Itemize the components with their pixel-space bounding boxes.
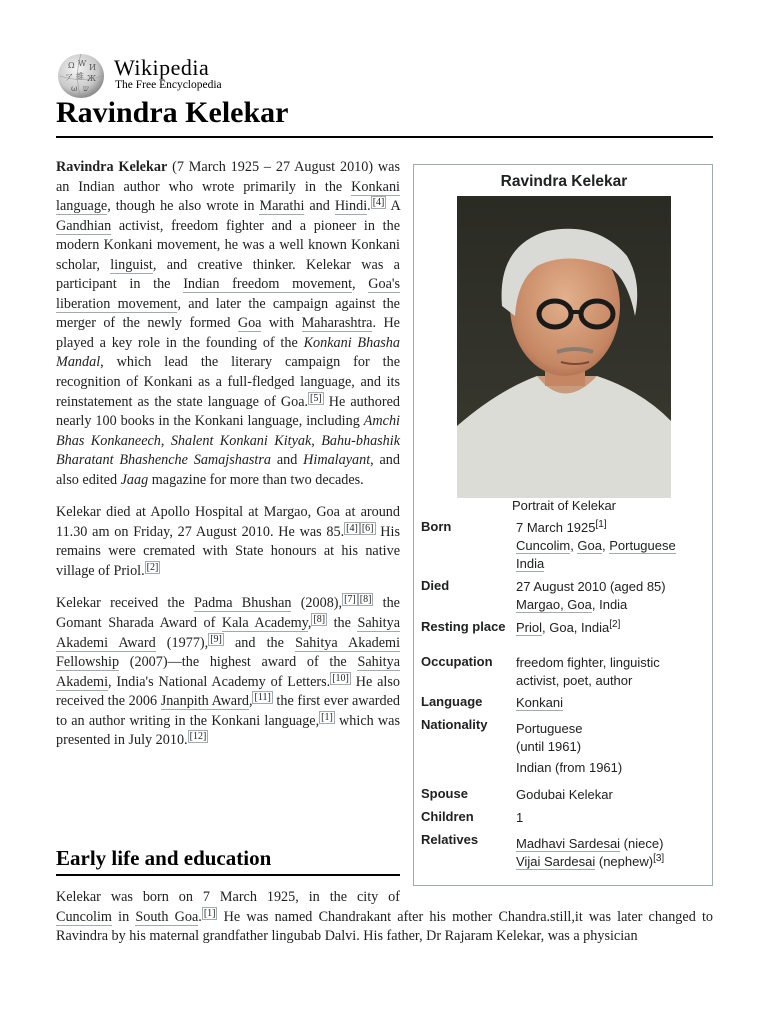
subject-name: Ravindra Kelekar bbox=[56, 159, 168, 175]
infobox-value: freedom fighter, linguistic activist, poet, author bbox=[516, 655, 660, 688]
citation-ref[interactable]: [1] bbox=[321, 711, 333, 723]
lead-paragraph-1 bbox=[56, 158, 400, 490]
text: . bbox=[198, 908, 202, 925]
link-cuncolim[interactable]: Cuncolim bbox=[516, 538, 571, 553]
text: 27 August 2010 (aged 85) bbox=[516, 579, 666, 594]
link-madhavi-sardesai[interactable]: Madhavi Sardesai bbox=[516, 836, 621, 851]
text: (nephew) bbox=[595, 854, 654, 869]
svg-text:ア: ア bbox=[65, 73, 73, 82]
citation-ref[interactable]: [5] bbox=[310, 392, 322, 404]
link-sahitya-akademi-fellowship[interactable]: Sahitya Akademi Fellowship bbox=[56, 634, 401, 671]
italic-text: Konkani Bhasha Mandal bbox=[56, 334, 400, 371]
svg-text:W: W bbox=[78, 59, 87, 68]
infobox-label: Language bbox=[421, 694, 483, 709]
text: . bbox=[367, 198, 371, 215]
svg-text:ש: ש bbox=[83, 84, 89, 93]
link-padma-bhushan[interactable]: Padma Bhushan bbox=[193, 595, 292, 612]
text: (until 1961) bbox=[516, 739, 582, 754]
text: Kelekar received the bbox=[56, 595, 194, 612]
text: He also received the 2006 bbox=[56, 673, 400, 710]
infobox-value bbox=[516, 619, 706, 637]
text: (1977), bbox=[155, 634, 209, 651]
text: Kelekar died at Apollo Hospital at Margao, Goa at around 11.30 am on Friday, 27 August 2010. He was 85. bbox=[56, 504, 400, 540]
infobox-label: Born bbox=[421, 519, 452, 534]
infobox-label: Spouse bbox=[421, 786, 468, 801]
link-hindi[interactable]: Hindi bbox=[334, 198, 368, 215]
text: , Goa, India bbox=[542, 620, 610, 635]
link-south-goa[interactable]: South Goa bbox=[135, 908, 199, 925]
link-cuncolim[interactable]: Cuncolim bbox=[56, 908, 112, 925]
text: , though he also wrote in bbox=[107, 198, 260, 215]
infobox-value: 1 bbox=[516, 810, 524, 825]
citation-ref[interactable]: [12] bbox=[189, 731, 207, 743]
text: which was presented in July 2010. bbox=[56, 712, 400, 749]
citation-ref[interactable]: [1] bbox=[595, 519, 607, 530]
citation-ref[interactable]: [3] bbox=[653, 853, 665, 864]
text: , India's National Academy of Letters. bbox=[108, 673, 331, 690]
infobox-value bbox=[516, 694, 706, 712]
text: , bbox=[311, 432, 322, 449]
text: (2007)—the highest award of the bbox=[119, 654, 358, 671]
text: , and creative thinker. Kelekar was a participant in the bbox=[56, 256, 400, 293]
text: His remains were cremated with State honours at his native village of Priol. bbox=[56, 523, 400, 579]
text: the Gomant Sharada Award of bbox=[56, 595, 400, 632]
text: He authored nearly 100 books in the Konkani language, including bbox=[56, 393, 400, 430]
infobox-label: Nationality bbox=[421, 717, 488, 732]
infobox-label: Occupation bbox=[421, 654, 493, 669]
text: and bbox=[271, 452, 304, 469]
link-goa-liberation-movement[interactable]: Goa's liberation movement bbox=[56, 276, 400, 312]
text: (7 March 1925 – 27 August 2010) was an Indian author who wrote primarily in the bbox=[56, 159, 400, 195]
text: activist, freedom fighter and a pioneer in the modern Konkani movement, he was a well known Konkani scholar, bbox=[56, 217, 400, 273]
link-goa[interactable]: Goa bbox=[577, 538, 602, 553]
svg-text:Ω: Ω bbox=[68, 61, 75, 70]
text: , bbox=[160, 432, 171, 449]
link-maharashtra[interactable]: Maharashtra bbox=[301, 315, 373, 332]
infobox-value bbox=[516, 720, 706, 777]
section-divider bbox=[56, 874, 400, 876]
infobox-label: Resting place bbox=[421, 619, 506, 634]
text: and bbox=[304, 198, 335, 215]
text: , India bbox=[591, 597, 628, 612]
infobox-label: Children bbox=[421, 809, 474, 824]
portrait-image[interactable] bbox=[457, 196, 671, 498]
text: and the bbox=[223, 634, 296, 651]
italic-text: Shalent Konkani Kityak bbox=[170, 432, 312, 449]
text: the first ever awarded to an author writing in the Konkani language, bbox=[56, 693, 400, 729]
text: . He played a key role in the founding of the bbox=[56, 315, 400, 351]
text: , bbox=[602, 538, 610, 553]
infobox-title: Ravindra Kelekar bbox=[500, 173, 628, 190]
portrait-caption: Portrait of Kelekar bbox=[511, 498, 617, 513]
citation-ref[interactable]: [4] bbox=[372, 197, 385, 209]
text: , and also edited bbox=[56, 452, 400, 488]
infobox-value bbox=[516, 578, 706, 614]
lead-paragraph-2 bbox=[56, 503, 400, 581]
wikipedia-globe-logo[interactable] bbox=[56, 53, 106, 99]
citation-ref[interactable]: [1] bbox=[203, 907, 216, 919]
link-sahitya-akademi-award[interactable]: Sahitya Akademi Award bbox=[56, 615, 400, 651]
citation-ref[interactable]: [8] bbox=[313, 614, 326, 626]
link-konkani-language[interactable]: Konkani language bbox=[56, 178, 400, 215]
text: Indian (from 1961) bbox=[516, 760, 623, 775]
link-kala-academy[interactable]: Kala Academy bbox=[221, 615, 308, 632]
link-konkani[interactable]: Konkani bbox=[516, 695, 563, 710]
link-gandhian[interactable]: Gandhian bbox=[56, 217, 112, 234]
text: , bbox=[352, 276, 369, 293]
link-jnanpith-award[interactable]: Jnanpith Award bbox=[160, 693, 249, 710]
citation-ref[interactable]: [7] bbox=[344, 594, 356, 606]
text: magazine for more than two decades. bbox=[148, 471, 364, 488]
svg-text:И: И bbox=[89, 63, 96, 72]
infobox-value: Godubai Kelekar bbox=[516, 787, 613, 802]
link-priol[interactable]: Priol bbox=[516, 620, 543, 635]
text: the bbox=[327, 615, 358, 632]
text: Kelekar was born on 7 March 1925, in the city of bbox=[56, 889, 400, 905]
infobox bbox=[413, 164, 713, 886]
link-goa[interactable]: Goa bbox=[237, 315, 262, 332]
infobox-value bbox=[516, 835, 706, 871]
link-linguist[interactable]: linguist bbox=[110, 256, 153, 273]
italic-text: Himalayant bbox=[303, 452, 371, 469]
article-lead bbox=[56, 158, 400, 764]
italic-text: Bahu-bhashik Bharatant Bhashenche Samajshastra bbox=[56, 432, 401, 469]
italic-text: Amchi Bhas Konkaneech bbox=[56, 413, 400, 449]
citation-ref[interactable]: [2] bbox=[146, 561, 159, 573]
link-marathi[interactable]: Marathi bbox=[259, 198, 305, 215]
svg-text:ω: ω bbox=[71, 84, 78, 93]
svg-text:維: 維 bbox=[76, 72, 84, 81]
link-indian-freedom-movement[interactable]: Indian freedom movement bbox=[183, 276, 353, 293]
text: , bbox=[248, 693, 253, 710]
text: , and later the campaign against the merger of the newly formed bbox=[56, 295, 400, 332]
link-sahitya-akademi[interactable]: Sahitya Akademi bbox=[56, 654, 400, 690]
citation-ref[interactable]: [10] bbox=[332, 672, 349, 684]
italic-text: Jaag bbox=[120, 471, 149, 488]
text: He was named Chandrakant after his mother Chandra.still,it was later changed to Ravindra by his maternal grandfather lingubab Dalvi. His father, Dr Rajaram Kelekar, was a physician bbox=[56, 908, 713, 945]
text: A bbox=[386, 198, 400, 215]
infobox-label: Relatives bbox=[421, 832, 479, 847]
text: Portuguese bbox=[516, 721, 583, 736]
citation-ref[interactable]: [11] bbox=[254, 692, 271, 704]
citation-ref[interactable]: [9] bbox=[210, 633, 222, 645]
wikipedia-tagline: The Free Encyclopedia bbox=[115, 79, 222, 91]
text: 7 March 1925 bbox=[516, 520, 596, 535]
text: , bbox=[307, 615, 312, 632]
link-vijai-sardesai[interactable]: Vijai Sardesai bbox=[516, 854, 596, 869]
title-divider bbox=[56, 136, 713, 138]
early-life-paragraph bbox=[56, 888, 713, 947]
citation-ref[interactable]: [6] bbox=[361, 522, 374, 534]
citation-ref[interactable]: [4] bbox=[346, 522, 358, 534]
section-heading-early-life: Early life and education bbox=[56, 846, 272, 870]
text: , which lead the literary campaign for the recognition of Konkani as a full-fledged language, and its reinstatement as the state language of Goa. bbox=[56, 354, 400, 410]
citation-ref[interactable]: [8] bbox=[359, 594, 372, 606]
lead-paragraph-3 bbox=[56, 594, 400, 750]
infobox-value bbox=[516, 519, 706, 573]
text: , bbox=[570, 538, 578, 553]
link-portuguese-india[interactable]: Portuguese India bbox=[516, 538, 676, 571]
page-title: Ravindra Kelekar bbox=[56, 96, 289, 129]
svg-text:Ж: Ж bbox=[87, 74, 96, 83]
text: (niece) bbox=[620, 836, 664, 851]
wikipedia-wordmark[interactable]: Wikipedia bbox=[114, 55, 210, 80]
citation-ref[interactable]: [2] bbox=[609, 619, 621, 630]
infobox-label: Died bbox=[421, 578, 450, 593]
text: with bbox=[261, 315, 302, 332]
text: in bbox=[111, 908, 136, 925]
text: (2008), bbox=[291, 595, 343, 612]
link-margao-goa[interactable]: Margao, Goa bbox=[516, 597, 592, 612]
